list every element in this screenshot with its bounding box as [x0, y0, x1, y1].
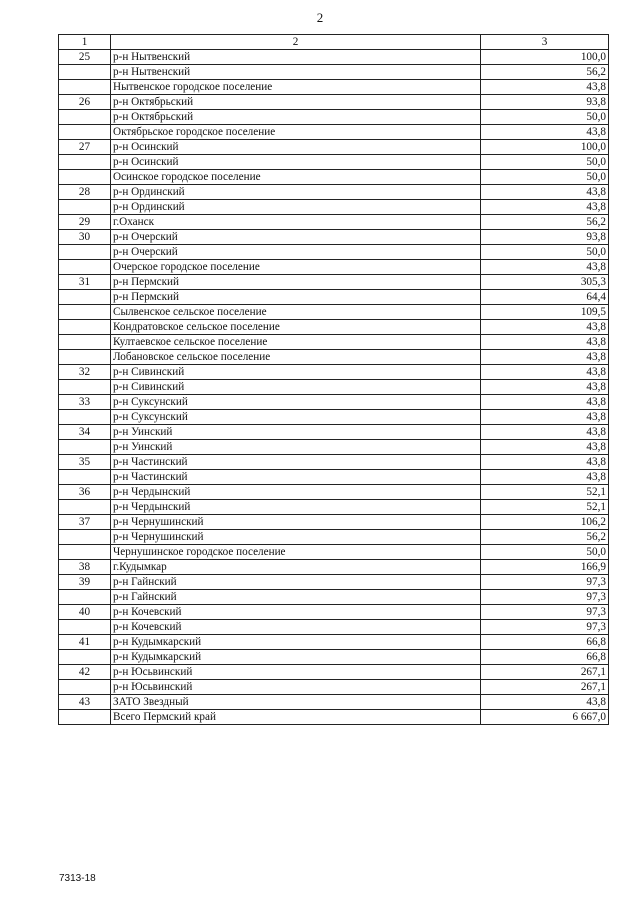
table-row [59, 365, 609, 380]
amount-cell: 166,9 [481, 560, 609, 575]
territory-name-cell: р-н Частинский [111, 470, 481, 485]
amount-cell: 50,0 [481, 245, 609, 260]
row-number-cell: 33 [59, 395, 111, 410]
row-number-cell [59, 155, 111, 170]
amount-cell: 52,1 [481, 500, 609, 515]
territory-name-cell: р-н Чернушинский [111, 515, 481, 530]
row-number-cell [59, 440, 111, 455]
territory-name-cell: р-н Нытвенский [111, 50, 481, 65]
table-row [59, 710, 609, 725]
amount-cell: 43,8 [481, 185, 609, 200]
row-number-cell [59, 305, 111, 320]
table-row [59, 170, 609, 185]
table-row [59, 485, 609, 500]
table-row [59, 605, 609, 620]
row-number-cell: 41 [59, 635, 111, 650]
amount-cell: 43,8 [481, 440, 609, 455]
territory-name-cell: ЗАТО Звездный [111, 695, 481, 710]
amount-cell: 43,8 [481, 200, 609, 215]
table-row [59, 440, 609, 455]
row-number-cell [59, 500, 111, 515]
amount-cell: 50,0 [481, 170, 609, 185]
row-number-cell [59, 680, 111, 695]
table-row [59, 470, 609, 485]
territory-name-cell: Сылвенское сельское поселение [111, 305, 481, 320]
amount-cell: 56,2 [481, 530, 609, 545]
row-number-cell [59, 110, 111, 125]
table-row [59, 545, 609, 560]
row-number-cell: 36 [59, 485, 111, 500]
territory-name-cell: р-н Частинский [111, 455, 481, 470]
territory-name-cell: р-н Ординский [111, 185, 481, 200]
amount-cell: 93,8 [481, 230, 609, 245]
table-row [59, 590, 609, 605]
column-header-2: 2 [111, 35, 481, 50]
row-number-cell [59, 80, 111, 95]
row-number-cell [59, 260, 111, 275]
amount-cell: 50,0 [481, 545, 609, 560]
amount-cell: 97,3 [481, 590, 609, 605]
row-number-cell [59, 200, 111, 215]
row-number-cell [59, 545, 111, 560]
row-number-cell: 31 [59, 275, 111, 290]
data-table [58, 34, 609, 725]
row-number-cell: 40 [59, 605, 111, 620]
territory-name-cell: р-н Сивинский [111, 380, 481, 395]
territory-name-cell: р-н Нытвенский [111, 65, 481, 80]
territory-name-cell: р-н Кудымкарский [111, 650, 481, 665]
table-row [59, 155, 609, 170]
amount-cell: 93,8 [481, 95, 609, 110]
territory-name-cell: Лобановское сельское поселение [111, 350, 481, 365]
territory-name-cell: г.Кудымкар [111, 560, 481, 575]
territory-name-cell: р-н Октябрьский [111, 95, 481, 110]
table-row [59, 530, 609, 545]
page-number: 2 [316, 10, 324, 25]
table-row [59, 665, 609, 680]
territory-name-cell: р-н Сивинский [111, 365, 481, 380]
amount-cell: 100,0 [481, 50, 609, 65]
amount-cell: 106,2 [481, 515, 609, 530]
territory-name-cell: р-н Кудымкарский [111, 635, 481, 650]
table-row [59, 455, 609, 470]
row-number-cell: 43 [59, 695, 111, 710]
amount-cell: 50,0 [481, 110, 609, 125]
table-row [59, 230, 609, 245]
document-code: 7313-18 [59, 873, 96, 884]
row-number-cell: 38 [59, 560, 111, 575]
amount-cell: 66,8 [481, 635, 609, 650]
table-row [59, 635, 609, 650]
territory-name-cell: р-н Гайнский [111, 590, 481, 605]
row-number-cell [59, 245, 111, 260]
territory-name-cell: р-н Пермский [111, 290, 481, 305]
amount-cell: 97,3 [481, 575, 609, 590]
territory-name-cell: р-н Чердынский [111, 485, 481, 500]
amount-cell: 43,8 [481, 335, 609, 350]
amount-cell: 305,3 [481, 275, 609, 290]
row-number-cell [59, 290, 111, 305]
territory-name-cell: Октябрьское городское поселение [111, 125, 481, 140]
territory-name-cell: р-н Чердынский [111, 500, 481, 515]
row-number-cell [59, 125, 111, 140]
row-number-cell [59, 410, 111, 425]
table-row [59, 260, 609, 275]
row-number-cell [59, 470, 111, 485]
amount-cell: 109,5 [481, 305, 609, 320]
amount-cell: 43,8 [481, 455, 609, 470]
table-row [59, 305, 609, 320]
amount-cell: 43,8 [481, 260, 609, 275]
table-row [59, 410, 609, 425]
table-row [59, 680, 609, 695]
territory-name-cell: Чернушинское городское поселение [111, 545, 481, 560]
row-number-cell [59, 350, 111, 365]
table-row [59, 185, 609, 200]
row-number-cell [59, 530, 111, 545]
amount-cell: 43,8 [481, 320, 609, 335]
row-number-cell [59, 320, 111, 335]
row-number-cell: 39 [59, 575, 111, 590]
amount-cell: 6 667,0 [481, 710, 609, 725]
row-number-cell [59, 710, 111, 725]
table-row [59, 140, 609, 155]
territory-name-cell: р-н Уинский [111, 425, 481, 440]
row-number-cell: 26 [59, 95, 111, 110]
territory-name-cell: Очерское городское поселение [111, 260, 481, 275]
territory-name-cell: р-н Осинский [111, 140, 481, 155]
table-row [59, 320, 609, 335]
amount-cell: 43,8 [481, 410, 609, 425]
row-number-cell [59, 380, 111, 395]
amount-cell: 43,8 [481, 125, 609, 140]
row-number-cell: 34 [59, 425, 111, 440]
amount-cell: 52,1 [481, 485, 609, 500]
territory-name-cell: р-н Октябрьский [111, 110, 481, 125]
amount-cell: 43,8 [481, 365, 609, 380]
amount-cell: 43,8 [481, 470, 609, 485]
table-row [59, 275, 609, 290]
territory-name-cell: р-н Очерский [111, 230, 481, 245]
row-number-cell: 42 [59, 665, 111, 680]
table-row [59, 500, 609, 515]
amount-cell: 50,0 [481, 155, 609, 170]
territory-name-cell: Всего Пермский край [111, 710, 481, 725]
row-number-cell [59, 590, 111, 605]
amount-cell: 267,1 [481, 680, 609, 695]
row-number-cell: 35 [59, 455, 111, 470]
territory-name-cell: р-н Юсьвинский [111, 680, 481, 695]
territory-name-cell: р-н Суксунский [111, 410, 481, 425]
row-number-cell: 27 [59, 140, 111, 155]
table-row [59, 335, 609, 350]
table-row [59, 560, 609, 575]
row-number-cell: 25 [59, 50, 111, 65]
table-row [59, 110, 609, 125]
table-row [59, 50, 609, 65]
amount-cell: 43,8 [481, 380, 609, 395]
table-row [59, 125, 609, 140]
amount-cell: 66,8 [481, 650, 609, 665]
table-row [59, 290, 609, 305]
amount-cell: 97,3 [481, 605, 609, 620]
row-number-cell: 37 [59, 515, 111, 530]
amount-cell: 56,2 [481, 215, 609, 230]
territory-name-cell: р-н Кочевский [111, 605, 481, 620]
amount-cell: 97,3 [481, 620, 609, 635]
territory-name-cell: Кондратовское сельское поселение [111, 320, 481, 335]
row-number-cell [59, 170, 111, 185]
territory-name-cell: Осинское городское поселение [111, 170, 481, 185]
row-number-cell [59, 65, 111, 80]
territory-name-cell: р-н Очерский [111, 245, 481, 260]
territory-name-cell: р-н Уинский [111, 440, 481, 455]
table-row [59, 215, 609, 230]
amount-cell: 43,8 [481, 350, 609, 365]
table-row [59, 425, 609, 440]
territory-name-cell: Нытвенское городское поселение [111, 80, 481, 95]
table-row [59, 575, 609, 590]
table-row [59, 620, 609, 635]
table-row [59, 695, 609, 710]
territory-name-cell: р-н Пермский [111, 275, 481, 290]
table-row [59, 350, 609, 365]
table-body [59, 50, 609, 725]
territory-name-cell: Култаевское сельское поселение [111, 335, 481, 350]
table-row [59, 380, 609, 395]
territory-name-cell: р-н Чернушинский [111, 530, 481, 545]
row-number-cell: 29 [59, 215, 111, 230]
amount-cell: 43,8 [481, 80, 609, 95]
table-row [59, 95, 609, 110]
amount-cell: 43,8 [481, 395, 609, 410]
column-header-1: 1 [59, 35, 111, 50]
territory-name-cell: р-н Ординский [111, 200, 481, 215]
amount-cell: 64,4 [481, 290, 609, 305]
amount-cell: 56,2 [481, 65, 609, 80]
table-row [59, 200, 609, 215]
territory-name-cell: р-н Кочевский [111, 620, 481, 635]
table-row [59, 80, 609, 95]
amount-cell: 267,1 [481, 665, 609, 680]
table-row [59, 650, 609, 665]
table-header-row [59, 35, 609, 50]
column-header-3: 3 [481, 35, 609, 50]
territory-name-cell: р-н Гайнский [111, 575, 481, 590]
territory-name-cell: р-н Суксунский [111, 395, 481, 410]
row-number-cell: 28 [59, 185, 111, 200]
territory-name-cell: г.Оханск [111, 215, 481, 230]
amount-cell: 43,8 [481, 425, 609, 440]
row-number-cell: 32 [59, 365, 111, 380]
table-row [59, 65, 609, 80]
row-number-cell: 30 [59, 230, 111, 245]
row-number-cell [59, 620, 111, 635]
row-number-cell [59, 650, 111, 665]
table-row [59, 515, 609, 530]
territory-name-cell: р-н Осинский [111, 155, 481, 170]
territory-name-cell: р-н Юсьвинский [111, 665, 481, 680]
amount-cell: 100,0 [481, 140, 609, 155]
table-row [59, 395, 609, 410]
table-row [59, 245, 609, 260]
amount-cell: 43,8 [481, 695, 609, 710]
row-number-cell [59, 335, 111, 350]
